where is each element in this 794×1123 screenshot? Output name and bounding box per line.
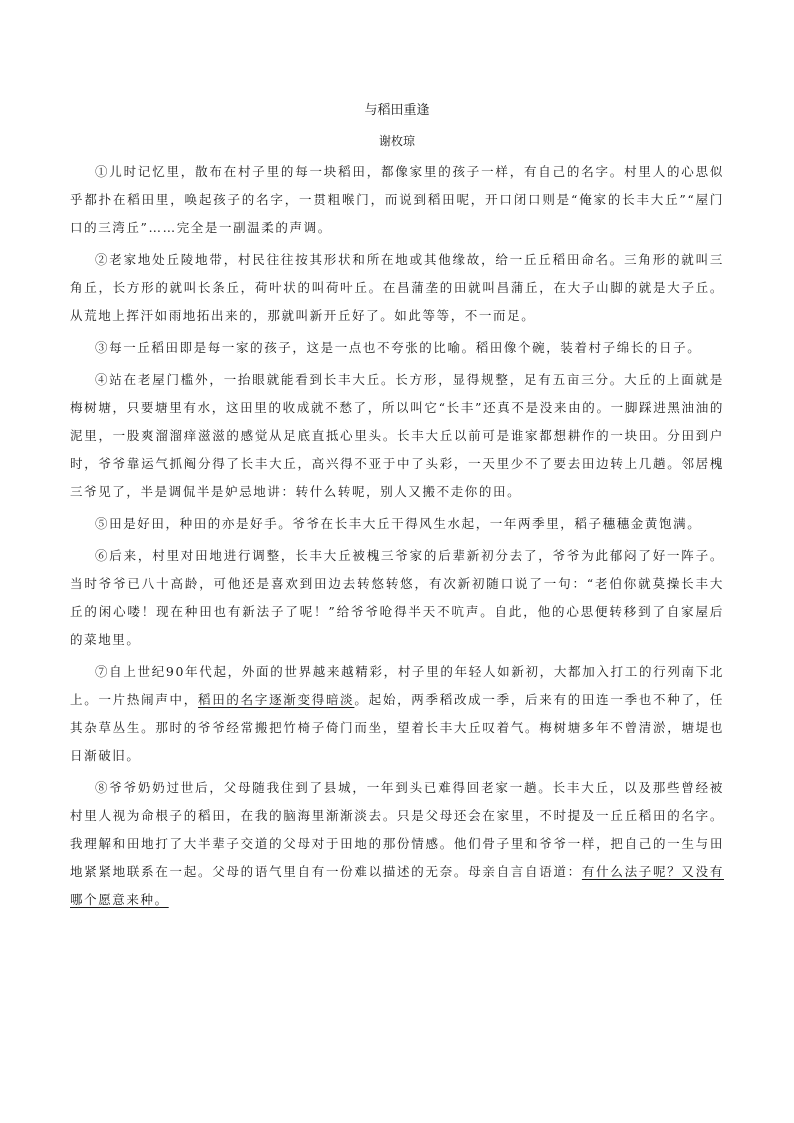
document-page bbox=[70, 96, 724, 918]
paragraph-7 bbox=[70, 658, 724, 770]
article-author: 谢枚琼 bbox=[378, 134, 415, 148]
underlined-sentence: 有什么法子呢？又没有哪个愿意来种。 bbox=[70, 864, 724, 907]
article-title: 与稻田重逢 bbox=[364, 103, 430, 118]
text-segment: ④站在老屋门槛外，一抬眼就能看到长丰大丘。长方形，显得规整，足有五亩三分。大丘的上面就是梅树塘，只要塘里有水，这田里的收成就不愁了，所以叫它“长丰”还真不是没来由的。一脚踩进黑油油的泥里，一股爽溜溜痒滋滋的感觉从足底直抵心里头。长丰大丘以前可是谁家都想耕作的一块田。分田到户时，爷爷靠运气抓阄分得了长丰大丘，高兴得不亚于中了头彩，一天里少不了要去田边转上几趟。邻居槐三爷见了，半是调侃半是妒忌地讲：转什么转呢，别人又搬不走你的田。 bbox=[70, 372, 724, 499]
text-segment: ①儿时记忆里，散布在村子里的每一块稻田，都像家里的孩子一样，有自己的名字。村里人的心思似乎都扑在稻田里，唤起孩子的名字，一贯粗喉门，而说到稻田呢，开口闭口则是“俺家的长丰大丘”“屋门口的三湾丘”……完全是一副温柔的声调。 bbox=[70, 164, 724, 235]
article-body bbox=[70, 158, 724, 914]
text-segment: ⑧爷爷奶奶过世后，父母随我住到了县城，一年到头已难得回老家一趟。长丰大丘，以及那些曾经被村里人视为命根子的稻田，在我的脑海里渐渐淡去。只是父母还会在家里，不时提及一丘丘稻田的名字。我理解和田地打了大半辈子交道的父母对于田地的那份情感。他们骨子里和爷爷一样，把自己的一生与田地紧紧地联系在一起。父母的语气里自有一份难以描述的无奈。母亲自言自语道： bbox=[70, 780, 724, 879]
text-segment: ⑥后来，村里对田地进行调整，长丰大丘被槐三爷家的后辈新初分去了，爷爷为此郁闷了好一阵子。当时爷爷已八十高龄，可他还是喜欢到田边去转悠转悠，有次新初随口说了一句：“老伯你就莫操长丰大丘的闲心喽！现在种田也有新法子了呢！”给爷爷呛得半天不吭声。自此，他的心思便转移到了自家屋后的菜地里。 bbox=[70, 548, 724, 647]
paragraph-8 bbox=[70, 774, 724, 914]
text-segment: 。起始，两季稻改成一季，后来有的田连一季也不种了，任其杂草丛生。那时的爷爷经常搬把竹椅子倚门而坐，望着长丰大丘叹着气。梅树塘多年不曾清淤，塘堤也日渐破旧。 bbox=[70, 692, 724, 763]
paragraph-4 bbox=[70, 366, 724, 506]
underlined-sentence: 稻田的名字逐渐变得暗淡 bbox=[197, 692, 355, 707]
text-segment: ②老家地处丘陵地带，村民往往按其形状和所在地或其他缘故，给一丘丘稻田命名。三角形的就叫三角丘，长方形的就叫长条丘，荷叶状的叫荷叶丘。在昌蒲垄的田就叫昌蒲丘，在大子山脚的就是大子丘。从荒地上挥汗如雨地拓出来的，那就叫新开丘好了。如此等等，不一而足。 bbox=[70, 252, 724, 323]
paragraph-3 bbox=[70, 334, 724, 362]
text-segment: ⑤田是好田，种田的亦是好手。爷爷在长丰大丘干得风生水起，一年两季里，稻子穗穗金黄饱满。 bbox=[95, 516, 702, 531]
paragraph-2 bbox=[70, 246, 724, 330]
text-segment: ⑦自上世纪90年代起，外面的世界越来越精彩，村子里的年轻人如新初，大都加入打工的行列南下北上。一片热闹声中， bbox=[70, 664, 724, 707]
paragraph-1 bbox=[70, 158, 724, 242]
text-segment: ③每一丘稻田即是每一家的孩子，这是一点也不夸张的比喻。稻田像个碗，装着村子绵长的日子。 bbox=[95, 340, 702, 355]
paragraph-6 bbox=[70, 542, 724, 654]
paragraph-5 bbox=[70, 510, 724, 538]
